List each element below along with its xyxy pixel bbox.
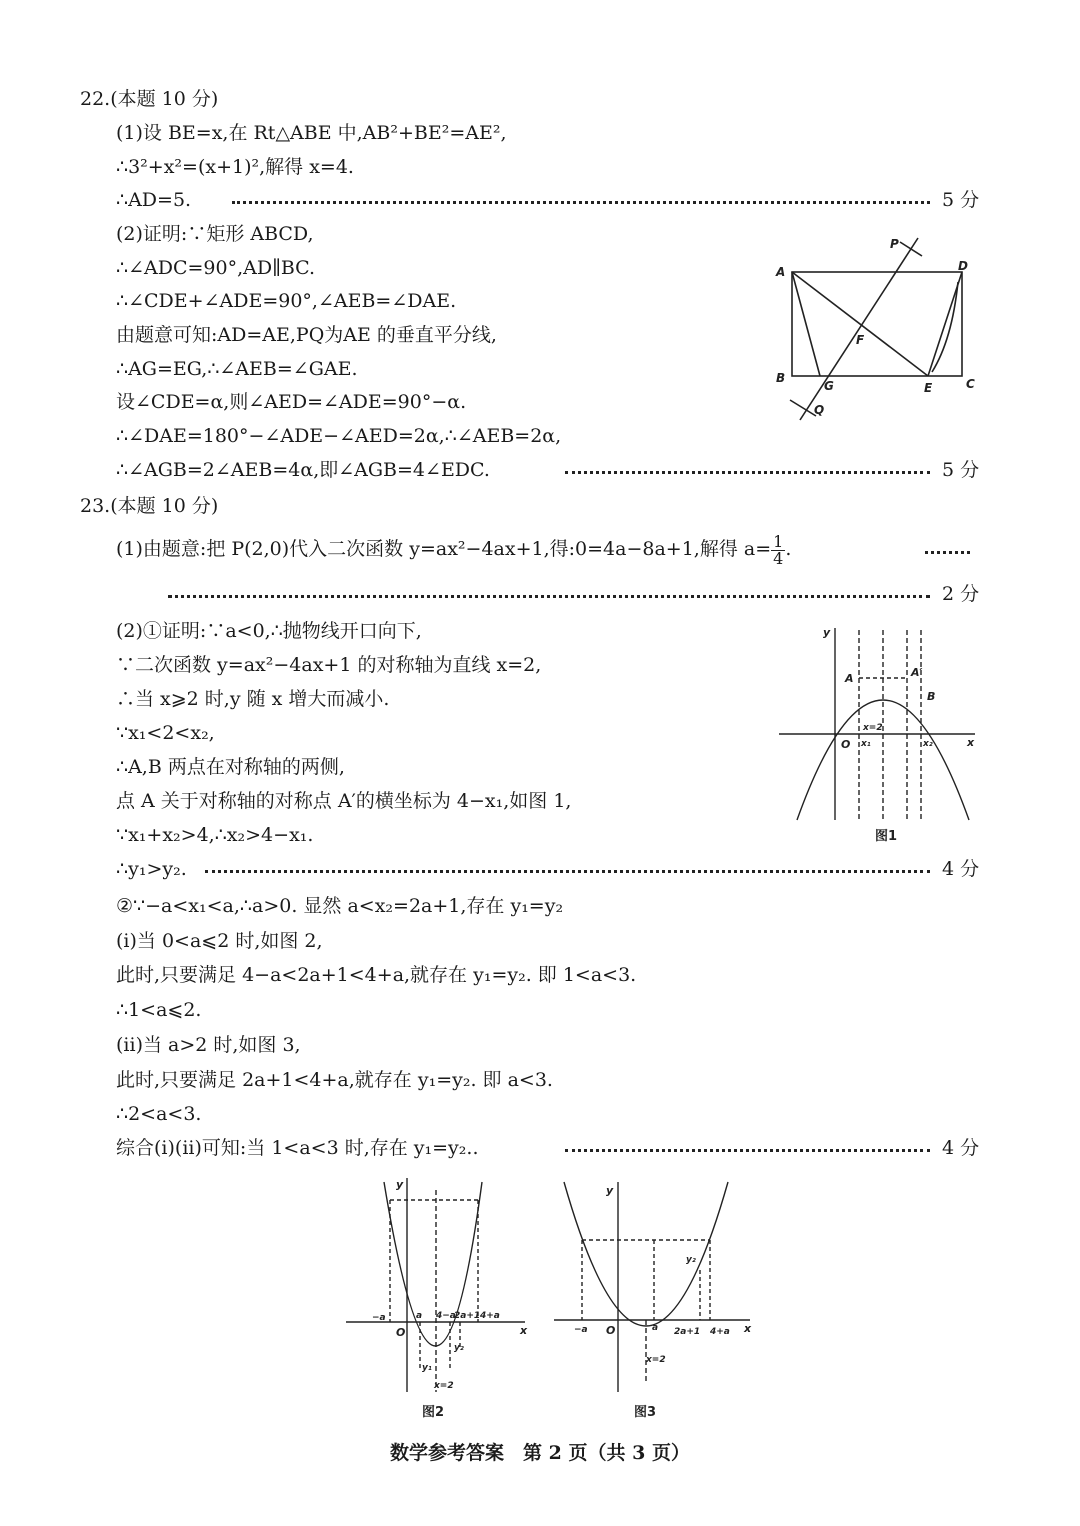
q22-line-5: ∴∠ADC=90°,AD∥BC. <box>116 257 316 279</box>
fig3-label-y: y <box>606 1184 614 1197</box>
figure-2 <box>340 1170 535 1425</box>
q23-line-14: 此时,只要满足 2a+1<4+a,就存在 y₁=y₂. 即 a<3. <box>116 1069 553 1091</box>
q22-line-7: 由题意可知:AD=AE,PQ为AE 的垂直平分线, <box>116 324 497 346</box>
q23-line-11: 此时,只要满足 4−a<2a+1<4+a,就存在 y₁=y₂. 即 1<a<3. <box>116 964 637 986</box>
label-q: Q <box>814 403 825 417</box>
figure-3 <box>550 1170 760 1425</box>
figure-1 <box>775 620 980 850</box>
q23-line-10: (i)当 0<a⩽2 时,如图 2, <box>116 930 323 952</box>
fraction-denominator: 4 <box>773 548 784 568</box>
fig2-label-a: a <box>416 1311 423 1321</box>
fig3-caption: 图3 <box>634 1405 657 1420</box>
fig1-label-y: y <box>823 626 831 639</box>
q23-line-2: ∵二次函数 y=ax²−4ax+1 的对称轴为直线 x=2, <box>116 654 542 676</box>
fig2-caption: 图2 <box>422 1405 445 1420</box>
q23-line-5: ∴A,B 两点在对称轴的两侧, <box>116 756 345 778</box>
q23-line-12: ∴1<a⩽2. <box>116 999 202 1021</box>
q22-rectangle-figure <box>770 220 990 425</box>
segment-ae <box>792 272 928 376</box>
fig2-label-y2: y₂ <box>454 1343 464 1353</box>
fig1-label-o: O <box>841 738 851 751</box>
fig2-label-y1: y₁ <box>422 1363 432 1373</box>
q22-line-9: 设∠CDE=α,则∠AED=∠ADE=90°−α. <box>116 391 467 413</box>
q22-line-1: (1)设 BE=x,在 Rt△ABE 中,AB²+BE²=AE², <box>116 122 507 144</box>
q23-line-1: (2)①证明:∵a<0,∴抛物线开口向下, <box>116 620 422 642</box>
q22-line-3: ∴AD=5. <box>116 189 192 211</box>
q23-line-13: (ii)当 a>2 时,如图 3, <box>116 1034 301 1056</box>
fig1-label-b: B <box>927 690 936 703</box>
fig3-label-a: a <box>652 1323 659 1333</box>
fig2-label-two-a-plus-1: 2a+1 <box>454 1311 481 1321</box>
dotted-leader <box>565 457 930 483</box>
q22-line-2: ∴3²+x²=(x+1)²,解得 x=4. <box>116 156 354 178</box>
q23-score-3: 4 分 <box>942 1137 980 1159</box>
q22-line-10: ∴∠DAE=180°−∠ADE−∠AED=2α,∴∠AEB=2α, <box>116 425 562 447</box>
page-footer: 数学参考答案 第 2 页（共 3 页） <box>390 1442 690 1464</box>
dotted-leader <box>232 187 930 213</box>
segment-ag <box>792 272 820 376</box>
q22-header: 22.(本题 10 分) <box>80 88 219 110</box>
q23-line-9: ②∵−a<x₁<a,∴a>0. 显然 a<x₂=2a+1,存在 y₁=y₂ <box>116 895 564 917</box>
fig1-label-a-prime: A′ <box>911 666 923 679</box>
fig2-label-four-minus-a: 4−a <box>436 1311 456 1321</box>
q23-line-16: 综合(i)(ii)可知:当 1<a<3 时,存在 y₁=y₂.. <box>116 1137 479 1159</box>
q22-score-2: 5 分 <box>942 459 980 481</box>
fig2-label-x-eq-2: x=2 <box>434 1381 454 1391</box>
fig3-label-two-a-plus-1: 2a+1 <box>674 1327 701 1337</box>
fig2-label-four-plus-a: 4+a <box>480 1311 500 1321</box>
fraction <box>771 531 785 568</box>
label-p: P <box>890 237 899 251</box>
q23-score-1: 2 分 <box>942 583 980 605</box>
dotted-leader <box>168 581 930 607</box>
q22-line-8: ∴AG=EG,∴∠AEB=∠GAE. <box>116 358 358 380</box>
q23-part1 <box>116 532 791 567</box>
fig1-label-x: x <box>967 736 975 749</box>
arc-mark-p <box>900 242 922 256</box>
q22-score-1: 5 分 <box>942 189 980 211</box>
q23-line-3: ∴当 x⩾2 时,y 随 x 增大而减小. <box>116 688 390 710</box>
fig3-label-y2: y₂ <box>686 1255 696 1265</box>
q22-line-6: ∴∠CDE+∠ADE=90°,∠AEB=∠DAE. <box>116 290 457 312</box>
q23-line-6: 点 A 关于对称轴的对称点 A′的横坐标为 4−x₁,如图 1, <box>116 790 572 812</box>
q23-line-8: ∴y₁>y₂. <box>116 858 187 880</box>
fig2-label-neg-a: −a <box>372 1313 386 1323</box>
line-pq <box>800 238 918 420</box>
q23-line-4: ∵x₁<2<x₂, <box>116 722 215 744</box>
q23-part1-text: (1)由题意:把 P(2,0)代入二次函数 y=ax²−4ax+1,得:0=4a−8a+1,解得 a= <box>116 538 772 560</box>
label-a: A <box>776 265 786 279</box>
q23-line-7: ∵x₁+x₂>4,∴x₂>4−x₁. <box>116 824 314 846</box>
fig3-label-neg-a: −a <box>574 1325 588 1335</box>
label-c: C <box>966 377 975 391</box>
fig2-label-y: y <box>396 1178 404 1191</box>
q23-score-2: 4 分 <box>942 858 980 880</box>
label-d: D <box>958 259 968 273</box>
label-b: B <box>776 371 786 385</box>
dotted-leader <box>565 1135 930 1161</box>
label-e: E <box>924 381 933 395</box>
q23-header: 23.(本题 10 分) <box>80 495 219 517</box>
label-f: F <box>856 333 865 347</box>
q23-part1-tail: . <box>785 538 792 560</box>
fig1-label-x1: x₁ <box>861 739 871 749</box>
fraction-numerator: 1 <box>773 531 784 551</box>
dotted-leader <box>205 856 930 882</box>
parabola <box>564 1182 728 1326</box>
q23-line-15: ∴2<a<3. <box>116 1103 202 1125</box>
fig3-label-x-eq-2: x=2 <box>646 1355 666 1365</box>
label-g: G <box>824 379 834 393</box>
fig3-label-x: x <box>744 1322 752 1335</box>
fig3-label-four-plus-a: 4+a <box>710 1327 730 1337</box>
fig1-label-x-eq-2: x=2 <box>863 723 883 733</box>
rectangle-abcd <box>792 272 962 376</box>
fig1-label-a: A <box>845 672 854 685</box>
fig2-label-o: O <box>396 1326 406 1339</box>
q22-line-11: ∴∠AGB=2∠AEB=4α,即∠AGB=4∠EDC. <box>116 459 490 481</box>
q22-line-4: (2)证明:∵矩形 ABCD, <box>116 223 314 245</box>
fig2-label-x: x <box>520 1324 528 1337</box>
fig1-caption: 图1 <box>875 829 898 844</box>
fig1-label-x2: x₂ <box>923 739 933 749</box>
fig3-label-o: O <box>606 1324 616 1337</box>
dotted-leader <box>925 537 970 563</box>
